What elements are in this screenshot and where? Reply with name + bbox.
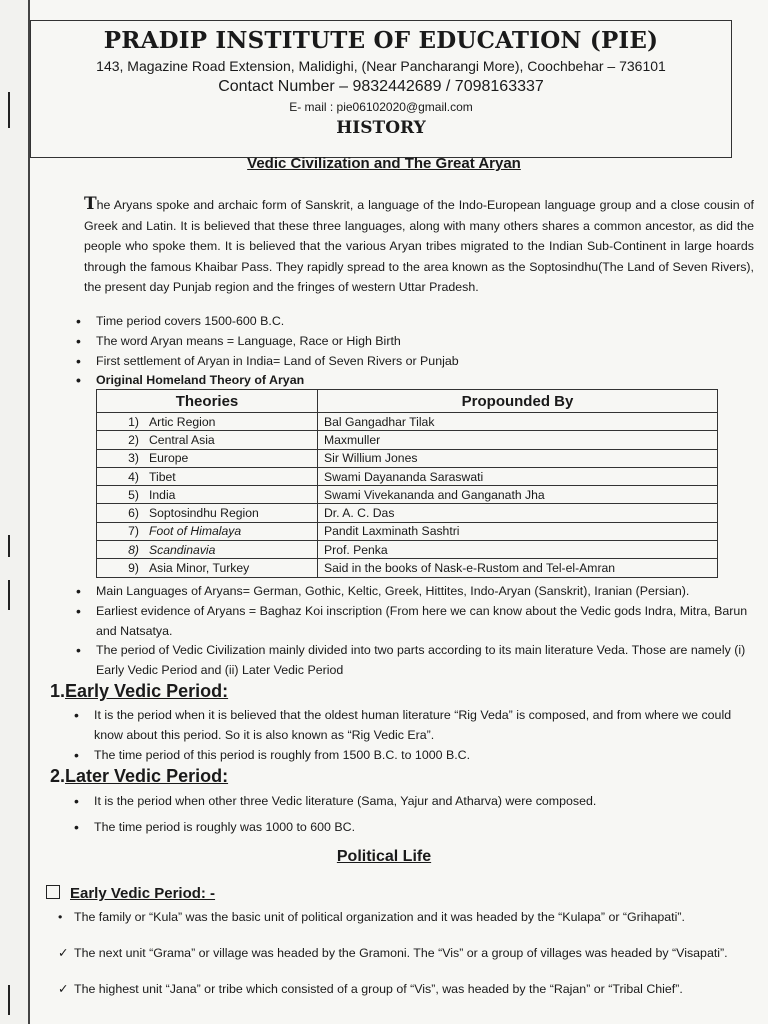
theory-cell: India [149,487,176,502]
table-header: Theories [97,390,318,413]
section-title: Early Vedic Period: [65,681,229,701]
intro-text: he Aryans spoke and archaic form of Sanskrit, a language of the Indo-European language group and a close cousin of Greek and Latin. It is believed that these three languages, along with many others shares a common ancestor, as did the people who spoke them. It is believed that the various Aryan tribes migrated to the Indian Sub-Continent in large hoards through the famous Khaibar Pass. They rapidly spread to the area known as the Soptosindhu(The Land of Seven Rivers), the present day Punjab region and the fringes of western Uttar Pradesh. [84,198,754,295]
margin-mark [8,535,10,557]
propounder-cell: Prof. Penka [318,541,718,559]
list-item: • The time period of this period is roughly from 1500 B.C. to 1000 B.C. [72,746,752,766]
contact-number: Contact Number – 9832442689 / 7098163337 [218,78,544,95]
row-number: 6) [128,506,139,521]
early-vedic-subheading [46,885,215,902]
theory-cell: Soptosindhu Region [149,506,259,521]
point-text: The next unit “Grama” or village was headed by the Gramoni. The “Vis” or a group of villages was headed by “Visapati”. [74,946,728,960]
table-row [97,486,718,504]
section-number: 1. [50,681,66,701]
dropcap: T [84,194,97,214]
email-address: E- mail : pie06102020@gmail.com [289,100,473,114]
propounder-cell: Swami Vivekananda and Ganganath Jha [318,486,718,504]
theory-cell: Foot of Himalaya [149,524,242,539]
early-vedic-heading [50,681,228,702]
table-row [97,541,718,559]
row-number: 5) [128,487,139,502]
early-vedic-list [72,706,752,765]
row-number: 2) [128,432,139,447]
section-title: Later Vedic Period: [65,766,229,786]
point-text: The family or “Kula” was the basic unit of political organization and it was headed by the “Kulapa” or “Grihapati”. [74,910,685,924]
table-row [97,467,718,485]
row-number: 8) [128,542,139,557]
margin-mark [8,92,10,128]
theory-cell: Europe [149,451,189,466]
subject-title: HISTORY [336,118,426,138]
list-item: • The period of Vedic Civilization mainly divided into two parts according to its main literature Veda. Those are namely (i) Early Vedic Period and (ii) Later Vedic Period [74,641,754,681]
bullet-icon: • [58,910,63,924]
institute-address: 143, Magazine Road Extension, Malidighi, (Near Pancharangi More), Coochbehar – 736101 [96,58,666,74]
list-item: • Original Homeland Theory of Aryan [74,371,754,391]
theory-cell: Asia Minor, Turkey [149,561,250,576]
list-item [58,908,750,926]
list-item: • First settlement of Aryan in India= Land of Seven Rivers or Punjab [74,352,754,372]
checkmark-icon: ✓ [58,982,69,996]
topic-title: Vedic Civilization and The Great Aryan [247,155,521,172]
table-row [97,449,718,467]
row-number: 9) [128,561,139,576]
more-facts-list [74,582,754,681]
propounder-cell: Swami Dayananda Saraswati [318,467,718,485]
table-row [97,504,718,522]
propounder-cell: Sir Willium Jones [318,449,718,467]
list-item [58,944,750,962]
theory-cell: Scandinavia [149,542,216,557]
margin-mark [8,580,10,610]
margin-mark [8,985,10,1015]
list-item [58,980,750,998]
checkmark-icon: ✓ [58,946,69,960]
institute-name: PRADIP INSTITUTE OF EDUCATION (PIE) [103,27,659,54]
section-number: 2. [50,766,66,786]
propounder-cell: Bal Gangadhar Tilak [318,413,718,431]
propounder-cell: Said in the books of Nask-e-Rustom and Tel-el-Amran [318,559,718,577]
checkbox-icon [46,885,60,899]
row-number: 3) [128,451,139,466]
table-row [97,559,718,577]
list-item: • The time period is roughly was 1000 to 600 BC. [72,818,752,838]
political-life-title: Political Life [336,848,432,865]
intro-paragraph [84,194,754,298]
table-header: Propounded By [318,390,718,413]
point-text: The highest unit “Jana” or tribe which consisted of a group of “Vis”, was headed by the “Rajan” or “Tribal Chief”. [74,982,683,996]
list-item: • Earliest evidence of Aryans = Baghaz Koi inscription (From here we can know about the Vedic gods Indra, Mitra, Barun and Natsatya. [74,602,754,642]
theory-cell: Artic Region [149,414,216,429]
propounder-cell: Pandit Laxminath Sashtri [318,522,718,540]
list-item: • The word Aryan means = Language, Race or High Birth [74,332,754,352]
theories-table [96,389,718,578]
header-box [30,20,732,158]
table-row [97,413,718,431]
later-vedic-heading [50,766,228,787]
list-item: • It is the period when other three Vedic literature (Sama, Yajur and Atharva) were composed. [72,792,752,812]
propounder-cell: Maxmuller [318,431,718,449]
table-row [97,522,718,540]
propounder-cell: Dr. A. C. Das [318,504,718,522]
later-vedic-list [72,792,752,838]
theory-cell: Central Asia [149,432,215,447]
row-number: 7) [128,524,139,539]
subheading-label: Early Vedic Period: - [70,885,216,902]
facts-list [74,312,754,391]
list-item: • It is the period when it is believed that the oldest human literature “Rig Veda” is composed, and from where we could know about this period. So it is also known as “Rig Vedic Era”. [72,706,752,746]
row-number: 1) [128,414,139,429]
list-item: • Time period covers 1500-600 B.C. [74,312,754,332]
theory-cell: Tibet [149,469,176,484]
table-row [97,431,718,449]
list-item: • Main Languages of Aryans= German, Gothic, Keltic, Greek, Hittites, Indo-Aryan (Sanskrit), Iranian (Persian). [74,582,754,602]
row-number: 4) [128,469,139,484]
